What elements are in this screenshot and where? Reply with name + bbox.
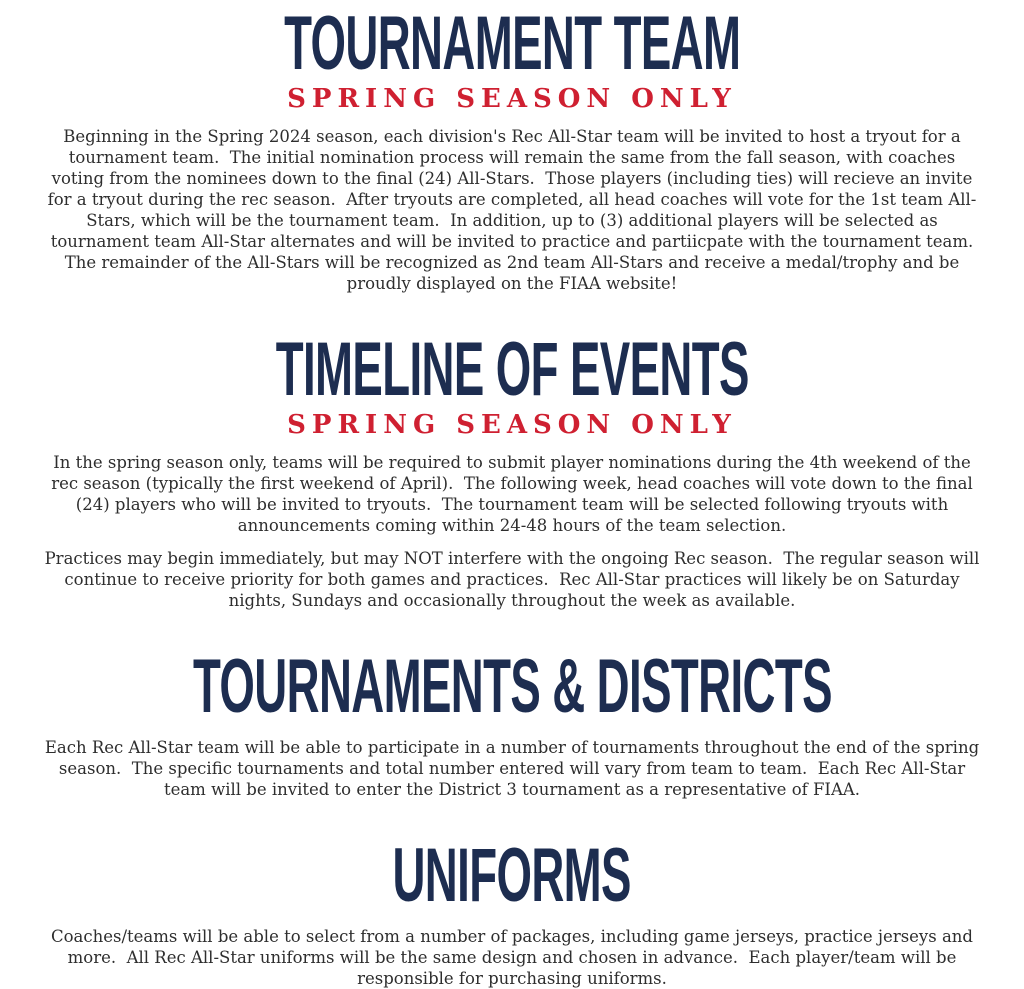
section-heading-wrap <box>0 332 1024 408</box>
section-heading-wrap <box>0 6 1024 82</box>
section-tournaments-and-districts <box>0 649 1024 800</box>
section-paragraph: Beginning in the Spring 2024 season, each division's Rec All-Star team will be invited to host a tryout for a tournament team. The initial nomination process will remain the same from the fall season, with coaches voting from the nominees down to the final (24) All-Stars. Those players (including ties) will recieve an invite for a tryout during the rec season. After tryouts are completed, all head coaches will vote for the 1st team All-Stars, which will be the tournament team. In addition, up to (3) additional players will be selected as tournament team All-Star alternates and will be invited to practice and partiicpate with the tournament team. The remainder of the All-Stars will be recognized as 2nd team All-Stars and receive a medal/trophy and be proudly displayed on the FIAA website! <box>47 127 984 293</box>
section-heading: TIMELINE OF EVENTS <box>275 332 749 408</box>
section-uniforms <box>0 838 1024 989</box>
section-paragraph: In the spring season only, teams will be required to submit player nominations during the 4th weekend of the rec season (typically the first weekend of April). The following week, head coaches will vote down to the final (24) players who will be invited to tryouts. The tournament team will be selected following tryouts with announcements coming within 24-48 hours of the team selection. <box>51 453 979 535</box>
section-subheading: SPRING SEASON ONLY <box>287 84 737 114</box>
section-heading: TOURNAMENT TEAM <box>283 6 741 82</box>
section-paragraph: Each Rec All-Star team will be able to participate in a number of tournaments throughout the end of the spring season. The specific tournaments and total number entered will vary from team to team. Each Rec All-Star team will be invited to enter the District 3 tournament as a representative of FIAA. <box>44 738 985 799</box>
section-timeline-of-events <box>0 332 1024 611</box>
section-tournament-team <box>0 6 1024 294</box>
section-paragraph: Practices may begin immediately, but may NOT interfere with the ongoing Rec season. The regular season will continue to receive priority for both games and practices. Rec All-Star practices will likely be on Saturday nights, Sundays and occasionally throughout the week as available. <box>44 549 985 610</box>
section-subheading: SPRING SEASON ONLY <box>287 410 737 440</box>
section-paragraph: Coaches/teams will be able to select from a number of packages, including game jerseys, practice jerseys and more. All Rec All-Star uniforms will be the same design and chosen in advance. Each player/team will be responsible for purchasing uniforms. <box>50 927 979 988</box>
section-heading-wrap <box>0 838 1024 914</box>
section-heading: TOURNAMENTS & DISTRICTS <box>192 649 832 725</box>
section-heading: UNIFORMS <box>392 838 632 914</box>
section-heading-wrap <box>0 649 1024 725</box>
